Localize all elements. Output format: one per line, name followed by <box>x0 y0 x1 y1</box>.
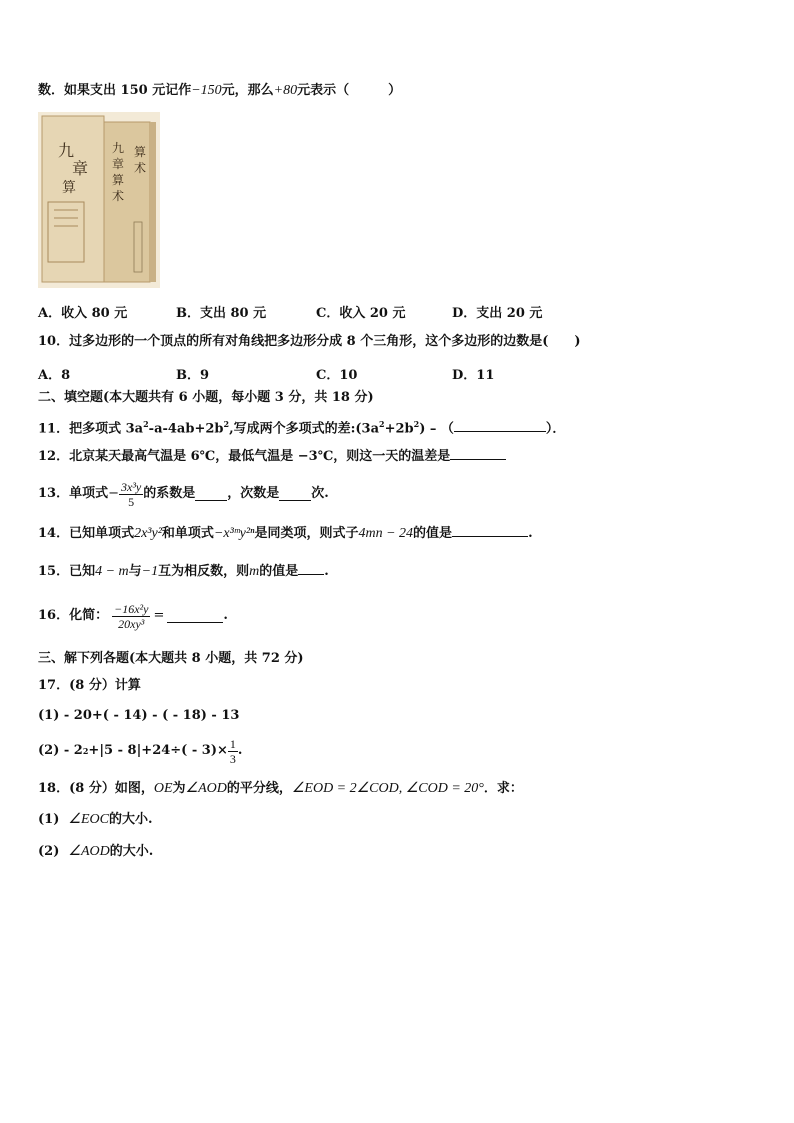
q15-math: m <box>249 564 260 579</box>
q17-title: 17．(8 分）计算 <box>38 678 141 693</box>
q17-part-2 <box>38 734 242 768</box>
q17-sup: 2 <box>82 746 89 756</box>
q18-text: 18．(8 分）如图， <box>38 781 154 796</box>
answer-blank[interactable] <box>167 610 223 623</box>
q10-option-d: D．11 <box>452 368 495 383</box>
fraction-denominator: 3 <box>229 751 236 766</box>
q15-math: −1 <box>141 564 159 579</box>
q18-math: ∠AOD <box>68 844 110 859</box>
q13-text: 次. <box>311 486 329 501</box>
q15-text: 15．已知 <box>38 564 96 579</box>
fraction-denominator: 20xy³ <box>118 616 145 631</box>
q18-stem <box>38 780 523 798</box>
q11-text: -a-4ab+2b <box>148 421 224 437</box>
q11-sup: 2 <box>143 419 149 429</box>
fraction-denominator: 5 <box>128 494 135 509</box>
q14-text: 14．已知单项式 <box>38 526 135 541</box>
q18-text: (2) <box>38 844 60 859</box>
q14-text: . <box>528 526 533 541</box>
q14-math: 4mn − 24 <box>358 526 414 541</box>
q12-text: 12．北京某天最高气温是 6℃，最低气温是 −3℃，则这一天的温差是 <box>38 449 451 464</box>
q17-part-1: (1) - 20+( - 14) - ( - 18) - 13 <box>38 708 240 723</box>
q11-sup: 2 <box>223 419 230 429</box>
q12-stem <box>38 447 506 466</box>
q15-text: 与 <box>128 564 142 579</box>
q15-text: . <box>324 564 329 579</box>
q9-option-d: D．支出 20 元 <box>452 306 543 321</box>
q13-fraction <box>119 480 143 509</box>
q18-text: 的大小. <box>109 844 154 859</box>
section-heading: 二、填空题(本大题共有 6 小题，每小题 3 分，共 18 分) <box>38 390 374 405</box>
q14-stem <box>38 524 533 543</box>
svg-text:算: 算 <box>134 145 147 159</box>
q18-text: 的平分线， <box>226 781 292 796</box>
svg-text:术: 术 <box>112 189 125 203</box>
q14-text: 和单项式 <box>161 526 214 541</box>
q11-sup: 2 <box>413 419 420 429</box>
q15-math: 4 − m <box>95 564 129 579</box>
answer-blank[interactable] <box>195 488 227 501</box>
svg-text:章: 章 <box>72 159 89 178</box>
q9-math: +80 <box>273 83 298 98</box>
q17-text: +|5 - 8|+24÷( - 3)× <box>88 743 228 758</box>
section-heading: 三、解下列各题(本大题共 8 小题，共 72 分) <box>38 651 304 666</box>
q16-equals: = <box>153 608 165 623</box>
fraction-numerator: −16x²y <box>114 601 149 616</box>
q18-math: ∠EOC <box>68 812 109 827</box>
answer-blank[interactable] <box>298 562 324 575</box>
q9-text: 元，那么 <box>221 83 274 98</box>
q14-text: 是同类项，则式子 <box>254 526 359 541</box>
q13-text: ，次数是 <box>227 486 280 501</box>
q18-text: 为 <box>172 781 186 796</box>
q11-text: 11．把多项式 3a <box>38 421 144 437</box>
q11-stem <box>38 415 565 438</box>
q9-text: 元表示（ ） <box>297 83 402 98</box>
q17-fraction <box>228 737 238 766</box>
q16-fraction <box>112 602 150 631</box>
q16-text: 16．化简： <box>38 608 109 623</box>
q9-option-c: C．收入 20 元 <box>316 306 406 321</box>
answer-blank[interactable] <box>450 447 506 460</box>
q11-sup: 2 <box>379 419 385 429</box>
q17-text: (2) - 2 <box>38 743 83 758</box>
book-cover-image <box>38 112 160 288</box>
q13-text: 的系数是 <box>143 486 196 501</box>
q14-math: 2x³y² <box>134 526 162 541</box>
q15-text: 互为相反数，则 <box>158 564 250 579</box>
q11-text: ) – （ <box>419 421 454 437</box>
q16-stem <box>38 596 228 636</box>
q15-text: 的值是 <box>259 564 299 579</box>
q10-option-b: B．9 <box>176 368 210 383</box>
answer-blank[interactable] <box>279 488 311 501</box>
q10-stem: 10．过多边形的一个顶点的所有对角线把多边形分成 8 个三角形，这个多边形的边数是( ) <box>38 334 581 349</box>
q17-text: . <box>237 743 243 758</box>
q15-stem <box>38 562 329 581</box>
svg-text:九: 九 <box>112 141 125 155</box>
answer-blank[interactable] <box>454 419 546 432</box>
q18-text: (1) <box>38 812 60 827</box>
q11-text: +2b <box>384 421 414 437</box>
q18-math: OE <box>153 781 173 796</box>
q14-math: −x³ᵐy²ⁿ <box>213 526 255 541</box>
q13-stem: 13．单项式 − $\frac{\text{3x³y}}{5}$ 的系数是 ，次数是 次. <box>38 479 329 509</box>
svg-text:算: 算 <box>112 173 125 187</box>
q11-text: ）． <box>545 421 566 437</box>
q18-text: ．求： <box>483 781 523 796</box>
svg-text:术: 术 <box>134 161 147 175</box>
svg-text:算: 算 <box>62 180 76 196</box>
q14-text: 的值是 <box>413 526 453 541</box>
q9-stem <box>38 82 401 100</box>
q18-part-2 <box>38 843 153 861</box>
q18-math: ∠EOD = 2∠COD, ∠COD = 20° <box>291 781 484 796</box>
q9-math: −150 <box>191 83 222 98</box>
q9-option-b: B．支出 80 元 <box>176 306 267 321</box>
q10-option-c: C．10 <box>316 368 358 383</box>
q16-text: . <box>223 608 228 623</box>
svg-text:九: 九 <box>58 141 75 160</box>
fraction-numerator: 1 <box>229 736 236 751</box>
q18-part-1 <box>38 811 153 829</box>
q11-text: ,写成两个多项式的差:(3a <box>229 421 380 437</box>
q18-text: 的大小. <box>108 812 153 827</box>
q18-math: ∠AOD <box>185 781 227 796</box>
q9-text: 数．如果支出 150 元记作 <box>38 83 192 98</box>
q9-option-a: A．收入 80 元 <box>38 306 128 321</box>
q13-text: 13．单项式 <box>38 486 109 501</box>
fraction-numerator: 3x³y <box>121 479 142 494</box>
svg-text:章: 章 <box>112 157 125 171</box>
answer-blank[interactable] <box>452 524 528 537</box>
q10-option-a: A．8 <box>38 368 71 383</box>
